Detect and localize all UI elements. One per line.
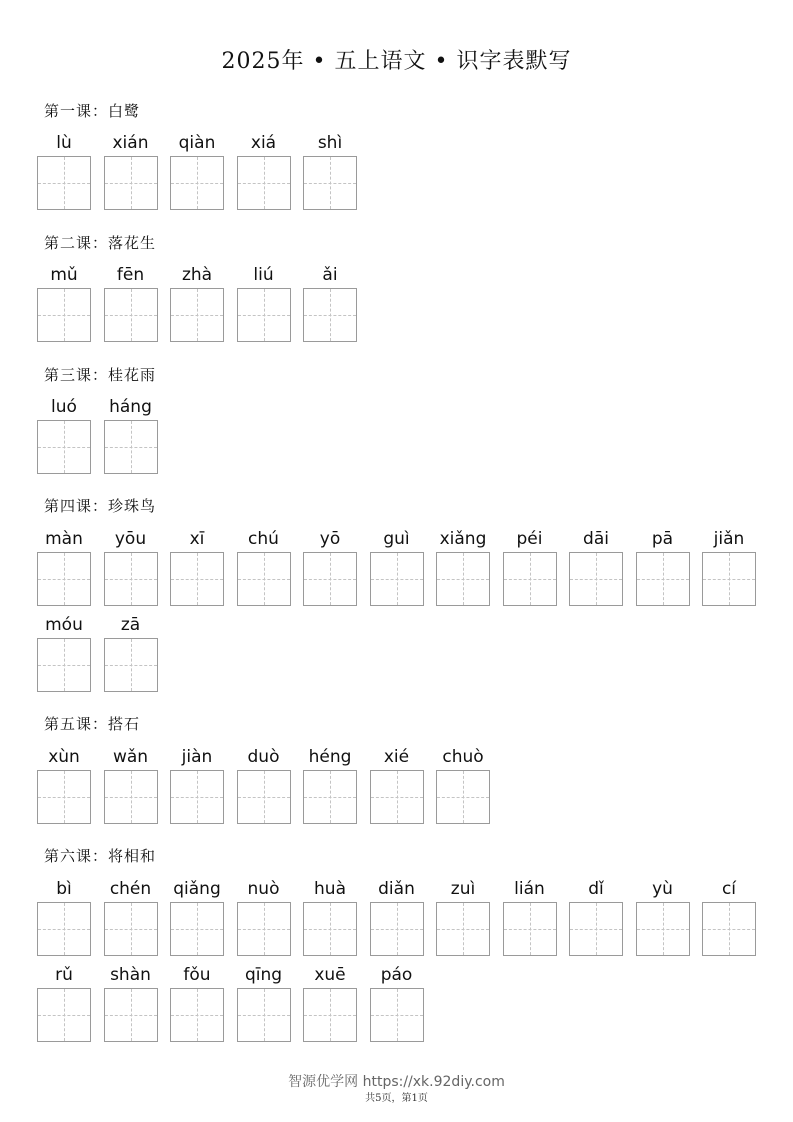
pinyin-label: xùn — [48, 747, 80, 767]
pinyin-label: huà — [314, 879, 346, 899]
writing-cell — [503, 878, 557, 900]
pinyin-label: ǎi — [322, 265, 338, 285]
writing-cell — [37, 964, 91, 986]
tianzige-box[interactable] — [104, 156, 158, 210]
tianzige-box[interactable] — [702, 902, 756, 956]
tianzige-box[interactable] — [237, 552, 291, 606]
pinyin-label: zā — [120, 615, 141, 635]
tianzige-box[interactable] — [303, 988, 357, 1042]
writing-cell — [636, 528, 690, 550]
tianzige-box[interactable] — [104, 420, 158, 474]
pinyin-label: dāi — [583, 529, 609, 549]
tianzige-box[interactable] — [303, 156, 357, 210]
tianzige-box[interactable] — [104, 552, 158, 606]
writing-cell — [303, 528, 357, 550]
pinyin-label: jiǎn — [713, 529, 745, 549]
writing-cell — [702, 528, 756, 550]
writing-cell — [503, 528, 557, 550]
tianzige-box[interactable] — [436, 552, 490, 606]
writing-cell — [237, 746, 291, 768]
writing-cell — [37, 132, 91, 154]
pinyin-label: zhà — [181, 265, 213, 285]
tianzige-box[interactable] — [370, 552, 424, 606]
pinyin-label: háng — [109, 397, 152, 417]
lesson-title: 第六课：将相和 — [44, 847, 157, 865]
pinyin-label: fēn — [116, 265, 145, 285]
writing-cell — [370, 964, 424, 986]
tianzige-box[interactable] — [37, 156, 91, 210]
pinyin-label: luó — [51, 397, 77, 417]
tianzige-box[interactable] — [237, 902, 291, 956]
tianzige-box[interactable] — [37, 770, 91, 824]
tianzige-box[interactable] — [303, 552, 357, 606]
tianzige-box[interactable] — [237, 988, 291, 1042]
pinyin-label: chú — [248, 529, 279, 549]
tianzige-box[interactable] — [37, 288, 91, 342]
writing-cell — [237, 964, 291, 986]
tianzige-box[interactable] — [104, 770, 158, 824]
pinyin-label: qiàn — [178, 133, 216, 153]
pinyin-label: mǔ — [50, 265, 78, 285]
tianzige-box[interactable] — [503, 902, 557, 956]
writing-cell — [370, 746, 424, 768]
tianzige-box[interactable] — [170, 770, 224, 824]
tianzige-box[interactable] — [104, 638, 158, 692]
tianzige-box[interactable] — [104, 288, 158, 342]
pinyin-label: páo — [380, 965, 413, 985]
pinyin-label: màn — [45, 529, 83, 549]
pinyin-label: nuò — [247, 879, 280, 899]
tianzige-box[interactable] — [370, 902, 424, 956]
tianzige-box[interactable] — [237, 156, 291, 210]
pinyin-label: pā — [651, 529, 674, 549]
writing-cell — [37, 396, 91, 418]
writing-cell — [170, 878, 224, 900]
pinyin-label: fǒu — [183, 965, 211, 985]
writing-cell — [37, 614, 91, 636]
writing-cell — [303, 264, 357, 286]
writing-cell — [170, 264, 224, 286]
pinyin-label: shàn — [110, 965, 151, 985]
tianzige-box[interactable] — [237, 770, 291, 824]
tianzige-box[interactable] — [37, 902, 91, 956]
tianzige-box[interactable] — [636, 552, 690, 606]
writing-cell — [636, 878, 690, 900]
writing-cell — [104, 264, 158, 286]
tianzige-box[interactable] — [436, 770, 490, 824]
tianzige-box[interactable] — [170, 156, 224, 210]
tianzige-box[interactable] — [170, 552, 224, 606]
pinyin-label: chén — [109, 879, 152, 899]
writing-cell — [569, 528, 623, 550]
pinyin-label: qīng — [244, 965, 283, 985]
writing-cell — [104, 964, 158, 986]
writing-cell — [303, 132, 357, 154]
pinyin-label: chuò — [442, 747, 484, 767]
tianzige-box[interactable] — [237, 288, 291, 342]
pinyin-label: xiǎng — [439, 529, 487, 549]
pinyin-label: duò — [247, 747, 280, 767]
pinyin-label: péi — [516, 529, 543, 549]
tianzige-box[interactable] — [702, 552, 756, 606]
lesson-title: 第五课：搭石 — [44, 715, 141, 733]
pinyin-label: xī — [189, 529, 205, 549]
tianzige-box[interactable] — [303, 770, 357, 824]
pinyin-label: yù — [652, 879, 673, 899]
pinyin-label: zuì — [450, 879, 476, 899]
tianzige-box[interactable] — [37, 988, 91, 1042]
tianzige-box[interactable] — [503, 552, 557, 606]
pinyin-label: lù — [56, 133, 72, 153]
writing-cell — [436, 878, 490, 900]
pinyin-label: xiá — [250, 133, 277, 153]
pinyin-label: xián — [112, 133, 149, 153]
tianzige-box[interactable] — [104, 988, 158, 1042]
page-title: 2025年 • 五上语文 • 识字表默写 — [221, 49, 572, 74]
tianzige-box[interactable] — [104, 902, 158, 956]
lesson-title: 第二课：落花生 — [44, 234, 157, 252]
pinyin-label: lián — [514, 879, 545, 899]
tianzige-box[interactable] — [436, 902, 490, 956]
writing-cell — [170, 528, 224, 550]
tianzige-box[interactable] — [303, 902, 357, 956]
tianzige-box[interactable] — [170, 902, 224, 956]
writing-cell — [104, 614, 158, 636]
lesson-title: 第三课：桂花雨 — [44, 366, 157, 384]
pinyin-label: yōu — [114, 529, 147, 549]
pinyin-label: shì — [317, 133, 343, 153]
writing-cell — [237, 528, 291, 550]
writing-cell — [237, 264, 291, 286]
writing-cell — [569, 878, 623, 900]
footer-page-number: 共5页，第1页 — [365, 1093, 428, 1104]
tianzige-box[interactable] — [569, 902, 623, 956]
writing-cell — [104, 396, 158, 418]
pinyin-label: móu — [45, 615, 83, 635]
writing-cell — [303, 878, 357, 900]
writing-cell — [436, 746, 490, 768]
pinyin-label: héng — [308, 747, 352, 767]
tianzige-box[interactable] — [303, 288, 357, 342]
pinyin-label: xuē — [314, 965, 346, 985]
pinyin-label: wǎn — [112, 747, 149, 767]
tianzige-box[interactable] — [37, 638, 91, 692]
writing-cell — [370, 528, 424, 550]
writing-cell — [37, 746, 91, 768]
writing-cell — [104, 746, 158, 768]
pinyin-label: liú — [253, 265, 274, 285]
pinyin-label: dǐ — [588, 879, 604, 899]
writing-cell — [303, 746, 357, 768]
pinyin-label: guì — [383, 529, 410, 549]
writing-cell — [37, 878, 91, 900]
tianzige-box[interactable] — [170, 288, 224, 342]
tianzige-box[interactable] — [370, 988, 424, 1042]
tianzige-box[interactable] — [37, 420, 91, 474]
pinyin-label: cí — [721, 879, 737, 899]
writing-cell — [37, 528, 91, 550]
pinyin-label: bì — [56, 879, 72, 899]
footer-site: 智源优学网 https://xk.92diy.com — [288, 1074, 505, 1090]
lesson-title: 第一课：白鹭 — [44, 102, 141, 120]
writing-cell — [104, 878, 158, 900]
writing-cell — [170, 132, 224, 154]
tianzige-box[interactable] — [37, 552, 91, 606]
pinyin-label: jiàn — [181, 747, 213, 767]
tianzige-box[interactable] — [636, 902, 690, 956]
writing-cell — [370, 878, 424, 900]
writing-cell — [170, 964, 224, 986]
writing-cell — [170, 746, 224, 768]
lesson-title: 第四课：珍珠鸟 — [44, 497, 157, 515]
writing-cell — [37, 264, 91, 286]
writing-cell — [104, 528, 158, 550]
tianzige-box[interactable] — [370, 770, 424, 824]
writing-cell — [237, 132, 291, 154]
tianzige-box[interactable] — [569, 552, 623, 606]
pinyin-label: diǎn — [378, 879, 415, 899]
writing-cell — [104, 132, 158, 154]
writing-cell — [237, 878, 291, 900]
tianzige-box[interactable] — [170, 988, 224, 1042]
writing-cell — [436, 528, 490, 550]
writing-cell — [303, 964, 357, 986]
pinyin-label: xié — [383, 747, 410, 767]
pinyin-label: yō — [319, 529, 341, 549]
pinyin-label: qiǎng — [173, 879, 221, 899]
pinyin-label: rǔ — [55, 965, 73, 985]
writing-cell — [702, 878, 756, 900]
